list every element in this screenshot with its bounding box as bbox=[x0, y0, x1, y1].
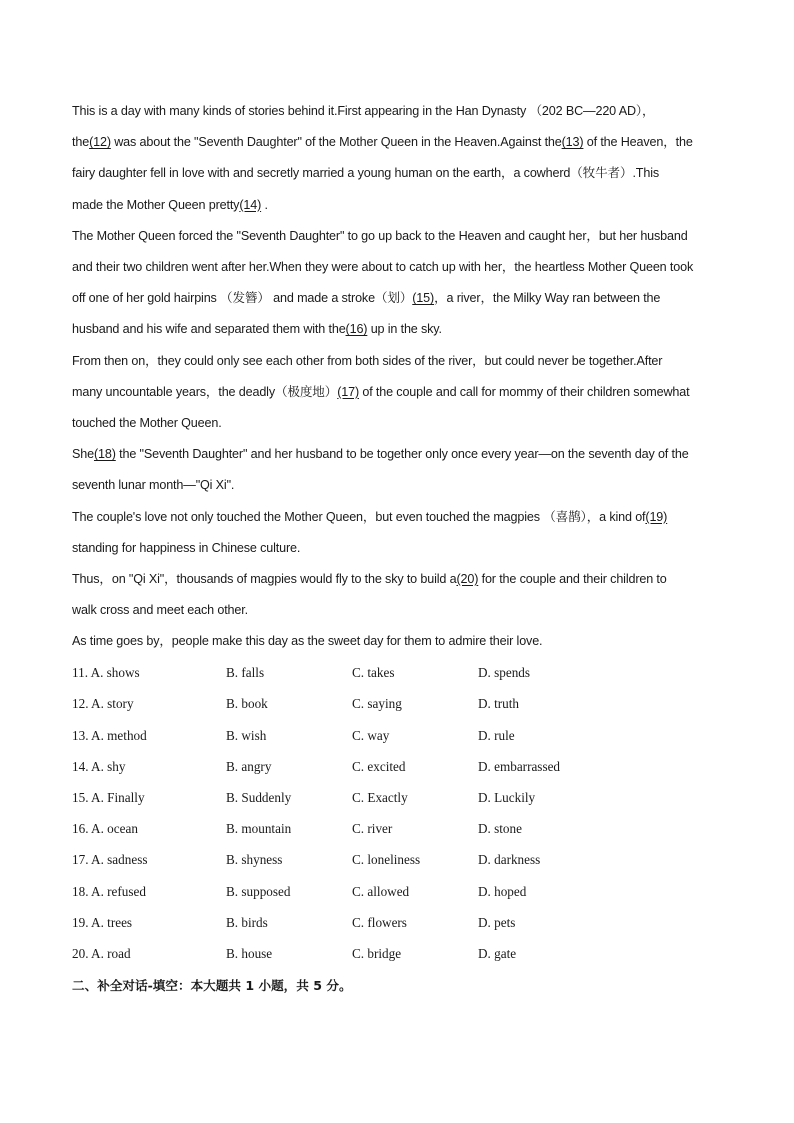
option-d: D. truth bbox=[478, 696, 520, 712]
option-row bbox=[72, 814, 732, 845]
option-row bbox=[72, 907, 732, 938]
paragraph-7 bbox=[72, 626, 732, 657]
option-c: C. excited bbox=[352, 758, 406, 774]
option-c: C. takes bbox=[352, 665, 395, 681]
paragraph-6 bbox=[72, 564, 732, 626]
blank-13: (13) bbox=[561, 135, 584, 150]
section-heading: 二、补全对话-填空：本大题共 1 小题，共 5 分。 bbox=[72, 977, 352, 993]
blank-17: (17) bbox=[337, 384, 359, 399]
text-line bbox=[72, 564, 732, 595]
option-d: D. stone bbox=[478, 821, 522, 837]
text: ，a river，the Milky Way ran between the bbox=[434, 291, 661, 306]
blank-14: (14) bbox=[239, 197, 262, 212]
option-row bbox=[72, 782, 732, 813]
text-line: As time goes by，people make this day as the sweet day for them to admire their love. bbox=[72, 634, 543, 649]
text-line: This is a day with many kinds of stories behind it.First appearing in the Han Dynasty （202 BC—220 AD）， bbox=[72, 104, 655, 118]
text: of the Heaven，the bbox=[583, 135, 693, 150]
text: was about the "Seventh Daughter" of the Mother Queen in the Heaven.Against the bbox=[110, 135, 562, 150]
text-line: The Mother Queen forced the "Seventh Daughter" to go up back to the Heaven and caught her，but her husband bbox=[72, 228, 688, 243]
text-line: and their two children went after her.When they were about to catch up with her，the heartless Mother Queen took bbox=[72, 260, 694, 275]
blank-18: (18) bbox=[93, 447, 116, 462]
text-line: touched the Mother Queen. bbox=[72, 416, 222, 431]
option-d: D. Luckily bbox=[478, 790, 536, 805]
option-a: 17. A. sadness bbox=[72, 852, 148, 868]
text: off one of her gold hairpins （发簪） and made a stroke（划） bbox=[72, 291, 413, 306]
option-row bbox=[72, 720, 732, 751]
option-c: C. way bbox=[352, 727, 390, 743]
option-a: 11. A. shows bbox=[72, 665, 140, 681]
option-b: B. mountain bbox=[226, 821, 292, 837]
option-b: B. wish bbox=[226, 727, 267, 743]
options-list bbox=[72, 658, 732, 970]
text-line: fairy daughter fell in love with and secretly married a young human on the earth，a cowherd（牧牛者）.This bbox=[72, 166, 659, 181]
text: for the couple and their children to bbox=[478, 572, 667, 587]
text-line: standing for happiness in Chinese culture. bbox=[72, 540, 301, 555]
text-line: From then on，they could only see each other from both sides of the river，but could never be together.After bbox=[72, 353, 663, 368]
option-a: 15. A. Finally bbox=[72, 790, 145, 805]
option-row bbox=[72, 658, 732, 689]
option-a: 12. A. story bbox=[72, 696, 134, 712]
option-d: D. pets bbox=[478, 914, 516, 930]
text-line bbox=[72, 190, 732, 221]
paragraph-5 bbox=[72, 502, 732, 564]
text-line bbox=[72, 314, 732, 345]
text: . bbox=[261, 197, 268, 212]
option-c: C. saying bbox=[352, 696, 402, 712]
blank-19: (19) bbox=[645, 509, 668, 524]
option-c: C. loneliness bbox=[352, 852, 421, 868]
blank-20: (20) bbox=[456, 572, 479, 587]
option-row bbox=[72, 876, 732, 907]
text: of the couple and call for mommy of their children somewhat bbox=[359, 384, 690, 399]
text: the "Seventh Daughter" and her husband to be together only once every year—on the seventh day of the bbox=[115, 447, 689, 462]
text: husband and his wife and separated them with the bbox=[72, 322, 346, 337]
paragraph-1 bbox=[72, 96, 732, 221]
paragraph-2 bbox=[72, 221, 732, 346]
paragraph-3 bbox=[72, 346, 732, 440]
text: the bbox=[72, 135, 90, 150]
exam-page bbox=[72, 96, 732, 1001]
option-a: 19. A. trees bbox=[72, 914, 133, 930]
blank-16: (16) bbox=[345, 322, 368, 337]
text-line bbox=[72, 127, 732, 158]
option-b: B. falls bbox=[226, 665, 265, 681]
paragraph-4 bbox=[72, 439, 732, 501]
option-row bbox=[72, 938, 732, 969]
option-b: B. supposed bbox=[226, 883, 291, 899]
option-d: D. rule bbox=[478, 727, 515, 743]
option-row bbox=[72, 751, 732, 782]
option-row bbox=[72, 689, 732, 720]
option-d: D. hoped bbox=[478, 883, 527, 899]
blank-12: (12) bbox=[89, 135, 111, 150]
option-b: B. book bbox=[226, 696, 268, 712]
option-b: B. angry bbox=[226, 758, 272, 774]
option-a: 14. A. shy bbox=[72, 758, 126, 774]
text: The couple's love not only touched the Mother Queen，but even touched the magpies （喜鹊），a kind of bbox=[72, 509, 646, 524]
text: She bbox=[72, 447, 94, 462]
option-b: B. shyness bbox=[226, 852, 283, 868]
option-d: D. darkness bbox=[478, 852, 541, 868]
text-line bbox=[72, 377, 732, 408]
option-c: C. flowers bbox=[352, 914, 407, 930]
text-line bbox=[72, 502, 732, 533]
option-b: B. birds bbox=[226, 914, 268, 930]
option-a: 20. A. road bbox=[72, 945, 131, 961]
text: Thus，on "Qi Xi"，thousands of magpies would fly to the sky to build a bbox=[72, 572, 457, 587]
text-line: seventh lunar month—"Qi Xi". bbox=[72, 478, 235, 493]
text-line bbox=[72, 283, 732, 314]
blank-15: (15) bbox=[412, 291, 435, 306]
option-d: D. gate bbox=[478, 945, 517, 961]
option-a: 13. A. method bbox=[72, 727, 147, 743]
option-c: C. Exactly bbox=[352, 790, 408, 805]
option-c: C. river bbox=[352, 821, 393, 837]
text-line: walk cross and meet each other. bbox=[72, 603, 248, 618]
option-b: B. Suddenly bbox=[226, 790, 292, 805]
text-line bbox=[72, 439, 732, 470]
option-a: 16. A. ocean bbox=[72, 821, 138, 837]
text: made the Mother Queen pretty bbox=[72, 197, 240, 212]
option-c: C. allowed bbox=[352, 883, 410, 899]
text: many uncountable years，the deadly（极度地） bbox=[72, 384, 338, 399]
option-b: B. house bbox=[226, 945, 273, 961]
option-row bbox=[72, 845, 732, 876]
text: up in the sky. bbox=[367, 322, 442, 337]
option-c: C. bridge bbox=[352, 945, 402, 961]
option-a: 18. A. refused bbox=[72, 883, 146, 899]
option-d: D. embarrassed bbox=[478, 758, 561, 774]
option-d: D. spends bbox=[478, 665, 531, 681]
